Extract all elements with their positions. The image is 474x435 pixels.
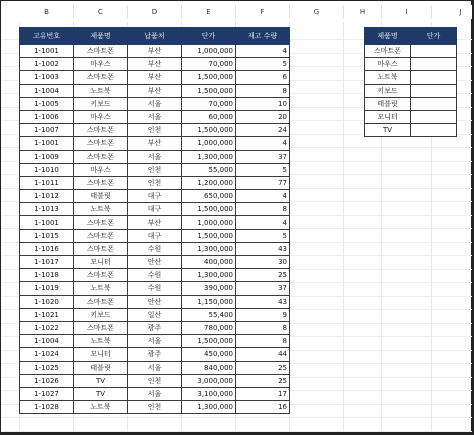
table-cell[interactable]: 4 bbox=[236, 45, 290, 58]
table-row bbox=[20, 335, 290, 348]
lookup-price-cell[interactable] bbox=[411, 71, 457, 84]
table-cell[interactable]: 400,000 bbox=[182, 256, 236, 269]
table-row bbox=[20, 216, 290, 229]
table-cell[interactable]: 노트북 bbox=[74, 84, 128, 97]
table-cell[interactable]: 수원 bbox=[128, 269, 182, 282]
table-cell[interactable]: 1,500,000 bbox=[182, 84, 236, 97]
table-cell[interactable]: 서울 bbox=[128, 150, 182, 163]
table-cell[interactable]: 스마트폰 bbox=[74, 71, 128, 84]
table-cell[interactable]: 스마트폰 bbox=[74, 295, 128, 308]
table-cell[interactable]: 1-1005 bbox=[20, 97, 74, 110]
table-cell[interactable]: 부산 bbox=[128, 137, 182, 150]
table-cell[interactable]: 인천 bbox=[128, 401, 182, 414]
table-cell[interactable]: 노트북 bbox=[74, 401, 128, 414]
table-cell[interactable]: 스마트폰 bbox=[74, 321, 128, 334]
lookup-price-cell[interactable] bbox=[411, 58, 457, 71]
table-cell[interactable]: 1,000,000 bbox=[182, 216, 236, 229]
table-row bbox=[20, 84, 290, 97]
lookup-header-cell: 단가 bbox=[411, 28, 457, 45]
table-cell[interactable]: 1-1011 bbox=[20, 176, 74, 189]
table-cell[interactable]: 1-1028 bbox=[20, 401, 74, 414]
table-cell[interactable]: 1-1004 bbox=[20, 84, 74, 97]
table-row bbox=[20, 374, 290, 387]
table-cell[interactable]: 인천 bbox=[128, 374, 182, 387]
table-cell[interactable]: 스마트폰 bbox=[74, 229, 128, 242]
lookup-header-row bbox=[365, 28, 457, 45]
table-row bbox=[20, 256, 290, 269]
lookup-product-cell[interactable]: 마우스 bbox=[365, 58, 411, 71]
table-cell[interactable]: 70,000 bbox=[182, 58, 236, 71]
table-cell[interactable]: 서울 bbox=[128, 335, 182, 348]
table-cell[interactable]: 스마트폰 bbox=[74, 242, 128, 255]
lookup-product-cell[interactable]: 태블릿 bbox=[365, 97, 411, 110]
table-cell[interactable]: 태블릿 bbox=[74, 190, 128, 203]
table-cell[interactable]: 마우스 bbox=[74, 58, 128, 71]
lookup-price-cell[interactable] bbox=[411, 124, 457, 137]
table-cell[interactable]: 25 bbox=[236, 374, 290, 387]
table-cell[interactable]: 인천 bbox=[128, 163, 182, 176]
table-cell[interactable]: 30 bbox=[236, 256, 290, 269]
lookup-product-cell[interactable]: 스마트폰 bbox=[365, 45, 411, 58]
table-row bbox=[20, 348, 290, 361]
table-cell[interactable]: 8 bbox=[236, 335, 290, 348]
table-cell[interactable]: 스마트폰 bbox=[74, 124, 128, 137]
table-cell[interactable]: 수원 bbox=[128, 282, 182, 295]
table-cell[interactable]: 43 bbox=[236, 242, 290, 255]
table-row bbox=[20, 242, 290, 255]
table-cell[interactable]: 스마트폰 bbox=[74, 269, 128, 282]
table-row bbox=[20, 58, 290, 71]
table-cell[interactable]: 일산 bbox=[128, 308, 182, 321]
table-cell[interactable]: 1-1006 bbox=[20, 110, 74, 123]
table-cell[interactable]: 1-1001 bbox=[20, 45, 74, 58]
table-cell[interactable]: 서울 bbox=[128, 97, 182, 110]
table-cell[interactable]: 10 bbox=[236, 97, 290, 110]
table-row bbox=[20, 203, 290, 216]
table-cell[interactable]: 스마트폰 bbox=[74, 150, 128, 163]
table-cell[interactable]: 5 bbox=[236, 163, 290, 176]
table-cell[interactable]: 대구 bbox=[128, 203, 182, 216]
lookup-row bbox=[365, 71, 457, 84]
table-cell[interactable]: 대구 bbox=[128, 229, 182, 242]
table-cell[interactable]: 모니터 bbox=[74, 256, 128, 269]
lookup-product-cell[interactable]: TV bbox=[365, 124, 411, 137]
inventory-header-cell: 단가 bbox=[182, 28, 236, 45]
table-cell[interactable]: 1-1020 bbox=[20, 295, 74, 308]
table-cell[interactable]: 780,000 bbox=[182, 321, 236, 334]
price-lookup-table bbox=[364, 27, 457, 137]
table-cell[interactable]: 1,500,000 bbox=[182, 124, 236, 137]
table-row bbox=[20, 295, 290, 308]
table-cell[interactable]: 1,200,000 bbox=[182, 176, 236, 189]
table-cell[interactable]: 8 bbox=[236, 203, 290, 216]
table-row bbox=[20, 229, 290, 242]
table-cell[interactable]: 37 bbox=[236, 282, 290, 295]
table-cell[interactable]: TV bbox=[74, 374, 128, 387]
table-cell[interactable]: 70,000 bbox=[182, 97, 236, 110]
table-cell[interactable]: 부산 bbox=[128, 216, 182, 229]
table-cell[interactable]: 1-1004 bbox=[20, 335, 74, 348]
grid-line bbox=[2, 417, 472, 418]
lookup-price-cell[interactable] bbox=[411, 97, 457, 110]
table-cell[interactable]: 키보드 bbox=[74, 97, 128, 110]
table-cell[interactable]: 노트북 bbox=[74, 282, 128, 295]
grid-line bbox=[343, 22, 344, 432]
table-cell[interactable]: 1,000,000 bbox=[182, 137, 236, 150]
table-row bbox=[20, 401, 290, 414]
table-cell[interactable]: 서울 bbox=[128, 361, 182, 374]
table-cell[interactable]: 1-1015 bbox=[20, 229, 74, 242]
lookup-row bbox=[365, 58, 457, 71]
inventory-table bbox=[19, 27, 290, 414]
table-cell[interactable]: 수원 bbox=[128, 242, 182, 255]
table-cell[interactable]: 서울 bbox=[128, 110, 182, 123]
table-cell[interactable]: 8 bbox=[236, 321, 290, 334]
table-row bbox=[20, 163, 290, 176]
table-row bbox=[20, 124, 290, 137]
table-cell[interactable]: 37 bbox=[236, 150, 290, 163]
table-row bbox=[20, 190, 290, 203]
table-cell[interactable]: 77 bbox=[236, 176, 290, 189]
table-cell[interactable]: 4 bbox=[236, 216, 290, 229]
table-cell[interactable]: 인천 bbox=[128, 124, 182, 137]
table-cell[interactable]: 25 bbox=[236, 269, 290, 282]
table-row bbox=[20, 97, 290, 110]
table-row bbox=[20, 150, 290, 163]
table-cell[interactable]: 키보드 bbox=[74, 308, 128, 321]
table-row bbox=[20, 45, 290, 58]
table-cell[interactable]: 9 bbox=[236, 308, 290, 321]
table-cell[interactable]: 1-1010 bbox=[20, 163, 74, 176]
lookup-row bbox=[365, 45, 457, 58]
table-cell[interactable]: 3,000,000 bbox=[182, 374, 236, 387]
table-cell[interactable]: 1-1024 bbox=[20, 348, 74, 361]
inventory-header-cell: 재고 수량 bbox=[236, 28, 290, 45]
table-row bbox=[20, 137, 290, 150]
table-cell[interactable]: 3,100,000 bbox=[182, 387, 236, 400]
column-header-bar bbox=[2, 5, 472, 19]
table-cell[interactable]: 1-1021 bbox=[20, 308, 74, 321]
table-cell[interactable]: 마우스 bbox=[74, 110, 128, 123]
table-cell[interactable]: 55,400 bbox=[182, 308, 236, 321]
lookup-row bbox=[365, 110, 457, 123]
table-cell[interactable]: 1-1016 bbox=[20, 242, 74, 255]
table-cell[interactable]: 450,000 bbox=[182, 348, 236, 361]
table-cell[interactable]: 1-1018 bbox=[20, 269, 74, 282]
column-header-h[interactable]: H bbox=[344, 5, 382, 19]
table-row bbox=[20, 282, 290, 295]
table-cell[interactable]: 안산 bbox=[128, 256, 182, 269]
column-header-j[interactable]: J bbox=[432, 5, 474, 19]
table-cell[interactable]: 1-1007 bbox=[20, 124, 74, 137]
table-cell[interactable]: 1,150,000 bbox=[182, 295, 236, 308]
table-row bbox=[20, 71, 290, 84]
table-row bbox=[20, 308, 290, 321]
lookup-price-cell[interactable] bbox=[411, 110, 457, 123]
table-row bbox=[20, 269, 290, 282]
grid-line bbox=[2, 431, 472, 432]
lookup-price-cell[interactable] bbox=[411, 84, 457, 97]
table-cell[interactable]: 스마트폰 bbox=[74, 45, 128, 58]
table-cell[interactable]: 1-1013 bbox=[20, 203, 74, 216]
lookup-header-cell: 제품명 bbox=[365, 28, 411, 45]
column-header-c[interactable]: C bbox=[74, 5, 128, 19]
table-cell[interactable]: 광주 bbox=[128, 321, 182, 334]
lookup-product-cell[interactable]: 노트북 bbox=[365, 71, 411, 84]
lookup-row bbox=[365, 124, 457, 137]
table-cell[interactable]: 44 bbox=[236, 348, 290, 361]
table-cell[interactable]: 5 bbox=[236, 229, 290, 242]
column-header-g[interactable]: G bbox=[290, 5, 344, 19]
table-cell[interactable]: 안산 bbox=[128, 295, 182, 308]
table-cell[interactable]: 1-1001 bbox=[20, 137, 74, 150]
column-header-i[interactable]: I bbox=[382, 5, 432, 19]
table-cell[interactable]: 60,000 bbox=[182, 110, 236, 123]
table-cell[interactable]: 태블릿 bbox=[74, 361, 128, 374]
table-cell[interactable]: 1,000,000 bbox=[182, 45, 236, 58]
table-cell[interactable]: 1-1017 bbox=[20, 256, 74, 269]
table-cell[interactable]: 스마트폰 bbox=[74, 176, 128, 189]
table-cell[interactable]: 6 bbox=[236, 71, 290, 84]
lookup-row bbox=[365, 84, 457, 97]
table-cell[interactable]: 노트북 bbox=[74, 203, 128, 216]
table-cell[interactable]: 5 bbox=[236, 58, 290, 71]
column-header-d[interactable]: D bbox=[128, 5, 182, 19]
inventory-header-cell: 제품명 bbox=[74, 28, 128, 45]
table-cell[interactable]: 1,300,000 bbox=[182, 150, 236, 163]
table-cell[interactable]: TV bbox=[74, 387, 128, 400]
column-header-e[interactable]: E bbox=[182, 5, 236, 19]
inventory-header-cell: 납품처 bbox=[128, 28, 182, 45]
table-cell[interactable]: 스마트폰 bbox=[74, 137, 128, 150]
table-cell[interactable]: 부산 bbox=[128, 71, 182, 84]
table-cell[interactable]: 1-1009 bbox=[20, 150, 74, 163]
table-cell[interactable]: 부산 bbox=[128, 84, 182, 97]
table-cell[interactable]: 1-1002 bbox=[20, 58, 74, 71]
table-cell[interactable]: 1-1019 bbox=[20, 282, 74, 295]
table-cell[interactable]: 1,300,000 bbox=[182, 269, 236, 282]
table-cell[interactable]: 1-1001 bbox=[20, 216, 74, 229]
table-cell[interactable]: 1,500,000 bbox=[182, 229, 236, 242]
table-cell[interactable]: 20 bbox=[236, 110, 290, 123]
table-cell[interactable]: 24 bbox=[236, 124, 290, 137]
table-cell[interactable]: 광주 bbox=[128, 348, 182, 361]
table-cell[interactable]: 1-1026 bbox=[20, 374, 74, 387]
table-cell[interactable]: 650,000 bbox=[182, 190, 236, 203]
table-row bbox=[20, 176, 290, 189]
table-cell[interactable]: 인천 bbox=[128, 176, 182, 189]
table-cell[interactable]: 스마트폰 bbox=[74, 216, 128, 229]
lookup-product-cell[interactable]: 키보드 bbox=[365, 84, 411, 97]
table-cell[interactable]: 1-1022 bbox=[20, 321, 74, 334]
lookup-row bbox=[365, 97, 457, 110]
table-cell[interactable]: 43 bbox=[236, 295, 290, 308]
table-cell[interactable]: 8 bbox=[236, 84, 290, 97]
table-cell[interactable]: 16 bbox=[236, 401, 290, 414]
table-cell[interactable]: 4 bbox=[236, 137, 290, 150]
table-cell[interactable]: 마우스 bbox=[74, 163, 128, 176]
table-cell[interactable]: 1,500,000 bbox=[182, 335, 236, 348]
table-cell[interactable]: 1-1027 bbox=[20, 387, 74, 400]
table-cell[interactable]: 1-1003 bbox=[20, 71, 74, 84]
table-cell[interactable]: 55,000 bbox=[182, 163, 236, 176]
table-cell[interactable]: 1-1025 bbox=[20, 361, 74, 374]
inventory-header-row bbox=[20, 28, 290, 45]
table-cell[interactable]: 1,500,000 bbox=[182, 203, 236, 216]
table-cell[interactable]: 대구 bbox=[128, 190, 182, 203]
table-row bbox=[20, 321, 290, 334]
lookup-product-cell[interactable]: 모니터 bbox=[365, 110, 411, 123]
table-cell[interactable]: 1,300,000 bbox=[182, 401, 236, 414]
table-row bbox=[20, 361, 290, 374]
table-cell[interactable]: 390,000 bbox=[182, 282, 236, 295]
inventory-header-cell: 고유번호 bbox=[20, 28, 74, 45]
table-cell[interactable]: 부산 bbox=[128, 45, 182, 58]
column-header-f[interactable]: F bbox=[236, 5, 290, 19]
table-cell[interactable]: 1-1012 bbox=[20, 190, 74, 203]
table-cell[interactable]: 17 bbox=[236, 387, 290, 400]
table-cell[interactable]: 25 bbox=[236, 361, 290, 374]
column-header-b[interactable]: B bbox=[20, 5, 74, 19]
table-cell[interactable]: 840,000 bbox=[182, 361, 236, 374]
table-cell[interactable]: 1,300,000 bbox=[182, 242, 236, 255]
table-cell[interactable]: 1,500,000 bbox=[182, 71, 236, 84]
table-cell[interactable]: 서울 bbox=[128, 387, 182, 400]
table-cell[interactable]: 노트북 bbox=[74, 335, 128, 348]
table-cell[interactable]: 모니터 bbox=[74, 348, 128, 361]
table-row bbox=[20, 387, 290, 400]
table-row bbox=[20, 110, 290, 123]
table-cell[interactable]: 4 bbox=[236, 190, 290, 203]
table-cell[interactable]: 부산 bbox=[128, 58, 182, 71]
lookup-price-cell[interactable] bbox=[411, 45, 457, 58]
